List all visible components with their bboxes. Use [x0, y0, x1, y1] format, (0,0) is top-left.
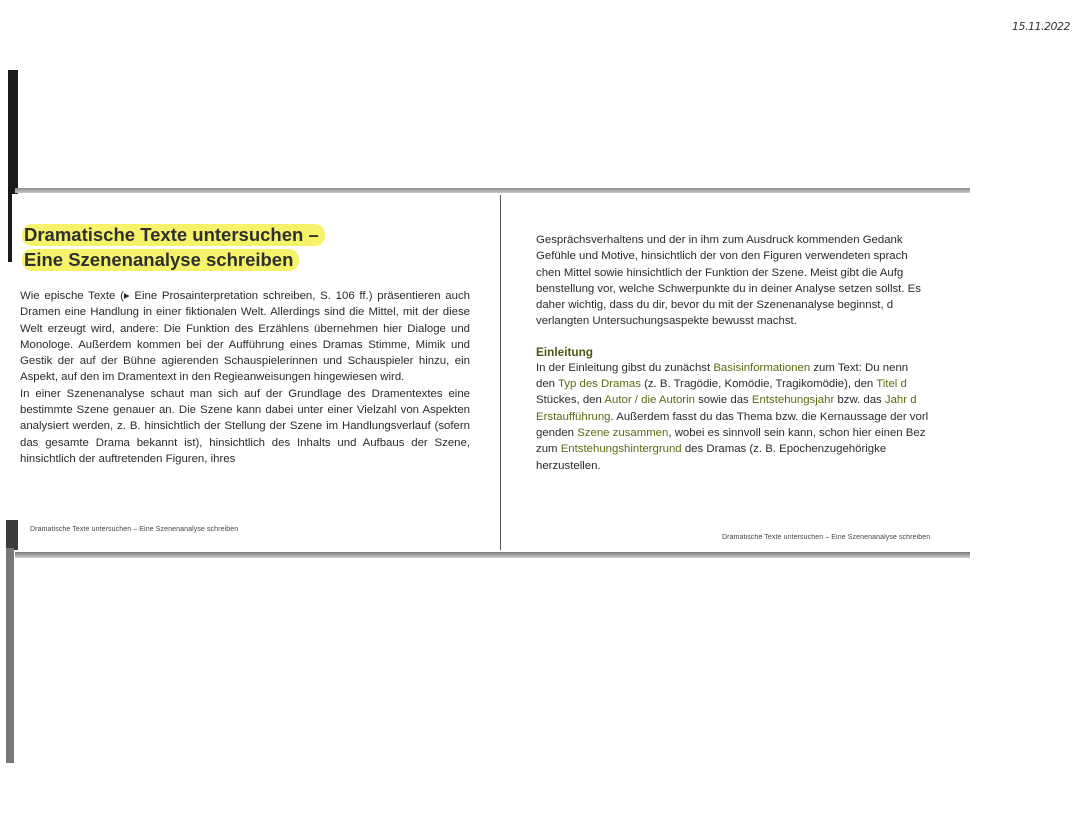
right-body [536, 232, 970, 330]
scan-edge-mark [8, 190, 12, 262]
keyword: Titel d [876, 378, 907, 391]
left-body [20, 288, 470, 467]
text-run: Stückes, den [536, 394, 605, 407]
page-footer: Dramatische Texte untersuchen – Eine Szenenanalyse schreiben [722, 534, 931, 541]
keyword: Erstaufführung [536, 410, 611, 423]
text-run: zum [536, 443, 561, 456]
text-run: (z. B. Tragödie, Komödie, Tragikomödie), den [640, 378, 877, 391]
text-run: bzw. das [834, 394, 885, 407]
text-run: zum Text: Du nenn [810, 361, 909, 374]
keyword: Typ des Dramas [557, 378, 641, 391]
text-line [536, 409, 970, 425]
einleitung-body [536, 360, 970, 474]
left-page [20, 200, 470, 467]
paragraph: In einer Szenenanalyse schaut man sich auf der Grundlage des Dramentextes eine bestimmte Szene genauer an. Die Szene kann dabei unter einer Vielzahl von Aspekten analysiert werden, z. B. hinsichtlich der Stellung der Szene im Handlungsverlauf (sofern das gesamte Drama bekannt ist), hinsichtlich des Inhalts und Aufbaus der Szene, hinsichtlich der auftretenden Figuren, ihres [20, 387, 470, 465]
page-gutter [500, 195, 501, 550]
paragraph: Wie epische Texte (▸ Eine Prosainterpretation schreiben, S. 106 ff.) präsentieren auch Dramen eine Handlung in einer fiktionalen Welt. Allerdings sind die Mittel, mit der diese Welt erzeugt wird, andere: Die Funktion des Erzählens übernehmen hier Dialoge und Monologe. Außerdem kommen bei der Aufführung eines Dramas Stimme, Mimik und Gestik der auf der Bühne agierenden Schauspielerinnen und Schauspieler hinzu, ein Aspekt, auf den im Dramentext in den Regieanweisungen hingewiesen wird. [20, 290, 470, 384]
title-line-2: Eine Szenenanalyse schreiben [22, 249, 299, 271]
text-line: herzustellen. [536, 459, 601, 472]
scan-edge-mark [6, 548, 14, 763]
text-run: genden [536, 426, 578, 439]
text-line: verlangten Untersuchungsaspekte bewusst machst. [536, 315, 797, 328]
text-run: , wobei es sinnvoll sein kann, schon hier einen Bez [668, 426, 926, 439]
keyword: Basisinformationen [713, 361, 811, 374]
text-run: . Außerdem fasst du das Thema bzw. die Kernaussage der vorl [610, 410, 929, 423]
text-run: sowie das [694, 394, 752, 407]
text-run: In der Einleitung gibst du zunächst [536, 361, 714, 374]
scan-edge-mark [6, 520, 18, 550]
text-line: daher wichtig, dass du dir, bevor du mit der Szenenanalyse beginnst, d [536, 299, 894, 312]
scan-bottom-rule [15, 552, 970, 558]
scan-edge-mark [8, 70, 18, 194]
title-line-1: Dramatische Texte untersuchen – [22, 224, 325, 246]
text-line [536, 392, 970, 408]
text-line [536, 376, 970, 392]
text-line [536, 425, 970, 441]
text-run: den [536, 378, 558, 391]
right-page [536, 232, 970, 474]
page-footer: Dramatische Texte untersuchen – Eine Szenenanalyse schreiben [30, 526, 239, 533]
keyword: Jahr d [884, 394, 917, 407]
section-heading-einleitung: Einleitung [536, 344, 594, 359]
page-title [22, 222, 470, 272]
text-line: Gefühle und Motive, hinsichtlich der von den Figuren verwendeten sprach [536, 250, 908, 263]
scan-top-rule [15, 188, 970, 193]
text-line: benstellung vor, welche Schwerpunkte du in deiner Analyse setzen sollst. Es [536, 282, 921, 295]
text-line [536, 441, 970, 457]
keyword: Entstehungshintergrund [560, 443, 682, 456]
keyword: Szene zusammen [577, 426, 669, 439]
text-line: Gesprächsverhaltens und der in ihm zum Ausdruck kommenden Gedank [536, 234, 903, 246]
keyword: Autor / die Autorin [604, 394, 695, 407]
text-run: des Dramas (z. B. Epochenzugehörigke [681, 443, 887, 456]
text-line [536, 360, 970, 376]
text-line: chen Mittel sowie hinsichtlich der Funktion der Szene. Meist gibt die Aufg [536, 266, 904, 279]
handwritten-date: 15.11.2022 [1012, 20, 1070, 33]
keyword: Entstehungsjahr [751, 394, 835, 407]
